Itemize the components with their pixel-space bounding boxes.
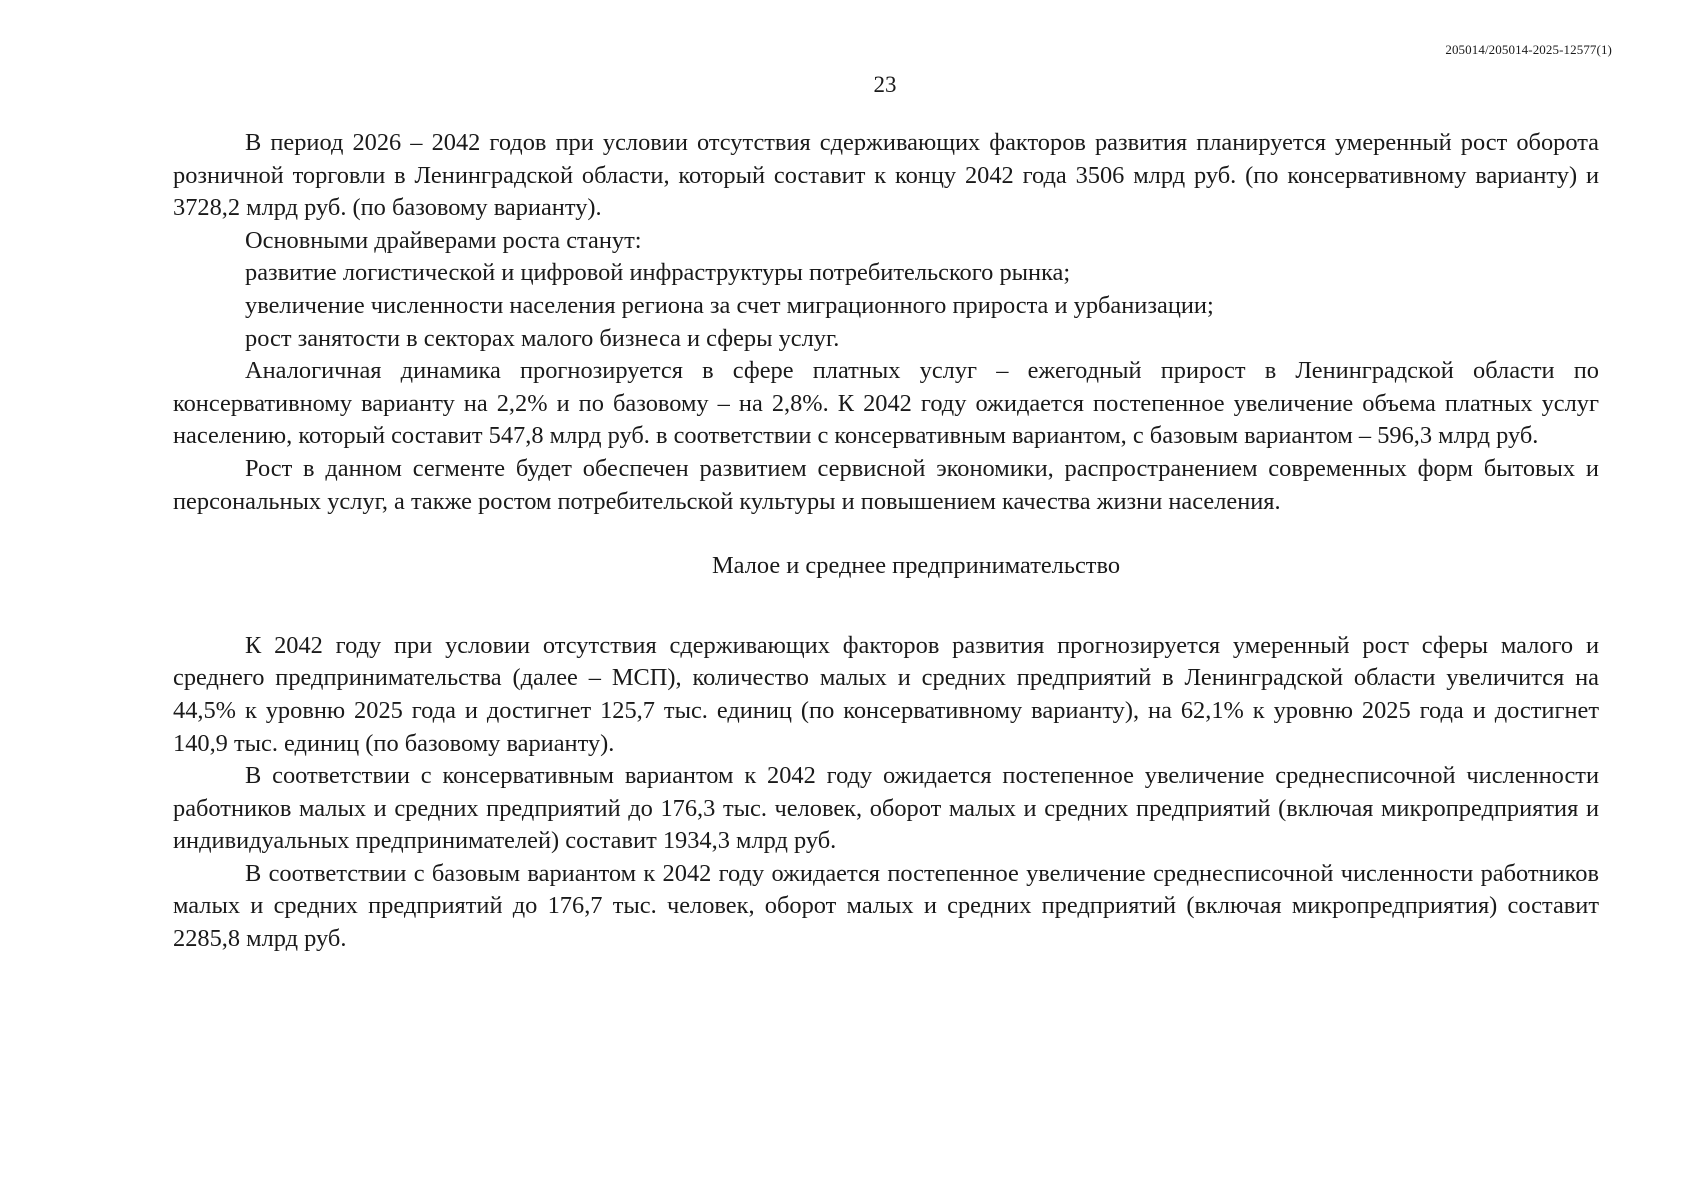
paragraph-sme-conservative: В соответствии с консервативным вариантом к 2042 году ожидается постепенное увеличение среднесписочной численности работников малых и средних предприятий до 176,3 тыс. человек, оборот малых и средних предприятий (включая микропредприятия и индивидуальных предпринимателей) составит 1934,3 млрд руб. [173,762,1599,855]
document-id: 205014/205014-2025-12577(1) [1445,42,1612,57]
paragraph-service-economy: Рост в данном сегменте будет обеспечен развитием сервисной экономики, распространением современных форм бытовых и персональных услуг, а также ростом потребительской культуры и повышением качества жизни населения. [173,454,1599,515]
page-number: 23 [873,72,897,97]
list-item-driver-population: увеличение численности населения региона за счет миграционного прироста и урбанизации; [245,291,1214,319]
paragraph-sme-count-forecast: К 2042 году при условии отсутствия сдерживающих факторов развития прогнозируется умеренный рост сферы малого и среднего предпринимательства (далее – МСП), количество малых и средних предприятий в Ленинградской области увеличится на 44,5% к уровню 2025 года и достигнет 125,7 тыс. единиц (по консервативному варианту), на 62,1% к уровню 2025 года и достигнет 140,9 тыс. единиц (по базовому варианту). [173,631,1599,757]
paragraph-retail-forecast: В период 2026 – 2042 годов при условии отсутствия сдерживающих факторов развития планируется умеренный рост оборота розничной торговли в Ленинградской области, который составит к концу 2042 года 3506 млрд руб. (по консервативному варианту) и 3728,2 млрд руб. (по базовому варианту). [173,129,1599,222]
list-item-driver-infrastructure: развитие логистической и цифровой инфраструктуры потребительского рынка; [245,259,1071,287]
paragraph-sme-base: В соответствии с базовым вариантом к 2042 году ожидается постепенное увеличение среднесписочной численности работников малых и средних предприятий до 176,7 тыс. человек, оборот малых и средних предприятий (включая микропредприятия) составит 2285,8 млрд руб. [173,859,1599,953]
document-body [173,127,1599,956]
list-item-driver-employment: рост занятости в секторах малого бизнеса и сферы услуг. [245,324,840,352]
paragraph-paid-services-forecast: Аналогичная динамика прогнозируется в сфере платных услуг – ежегодный прирост в Ленинградской области по консервативному варианту на 2,2% и по базовому – на 2,8%. К 2042 году ожидается постепенное увеличение объема платных услуг населению, который составит 547,8 млрд руб. в соответствии с консервативным вариантом, с базовым вариантом – 596,3 млрд руб. [173,357,1599,450]
section-heading-sme: Малое и среднее предпринимательство [711,552,1121,580]
paragraph-growth-drivers-intro: Основными драйверами роста станут: [245,226,642,254]
